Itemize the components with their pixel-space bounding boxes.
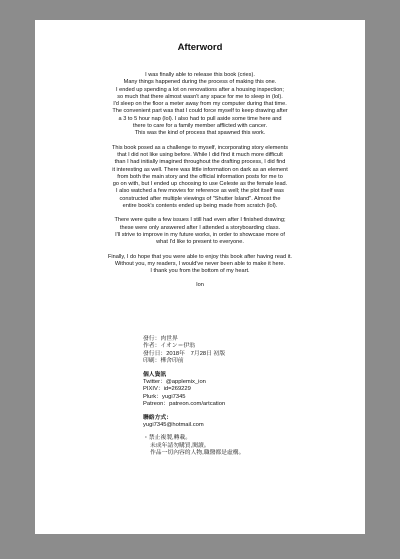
text-line: from both the main story and the official information posts for me to: [117, 173, 283, 180]
notice-line: 作品一切內容的人物,職醫都是虛構。: [150, 450, 245, 457]
text-line: there to care for a family member afflicted with cancer.: [132, 123, 268, 130]
text-line: a 3 to 5 hour nap (lol). I also had to pull aside some time here and: [118, 115, 282, 122]
pixiv-line: PIXIV：id=269229: [143, 386, 191, 393]
text-line: Many things happened during the process of making this one.: [123, 79, 277, 86]
signature: Ion: [196, 282, 204, 289]
notices: [143, 435, 244, 457]
author-line: 作者：イオン＝伊翁: [143, 343, 195, 350]
release-date-line: 發行日：2018年 7月28日 初版: [143, 350, 226, 357]
text-line: entire book's contents ended up being made from scratch (lol).: [122, 203, 278, 210]
text-line: I'd sleep on the floor a meter away from my computer during that time.: [113, 101, 287, 108]
document-page: [35, 20, 365, 534]
paragraph-3: [47, 217, 353, 246]
text-line: I was finally able to release this book (cries).: [145, 72, 255, 78]
text-line: than I had initially imagined throughout the drafting process, I did find: [114, 159, 286, 166]
text-line: that I did not like using before. While I did find it much more difficult: [117, 151, 283, 158]
text-line: go on with, but I ended up choosing to use Celeste as the female lead.: [112, 181, 288, 188]
patreon-line: Patreon：patreon.com/artcation: [143, 401, 226, 408]
text-line: This was the kind of process that spawned this work.: [134, 130, 266, 137]
text-line: There were quite a few issues I still had even after I finished drawing;: [114, 217, 286, 224]
text-line: The convenient part was that I could force myself to keep drawing after: [112, 108, 288, 115]
colophon: [143, 336, 244, 464]
text-line: I'll strive to improve in my future works, in order to showcase more of: [115, 231, 285, 238]
paragraph-2: [47, 145, 353, 211]
contact-heading: 聯絡方式：: [143, 414, 172, 421]
contact-info: [143, 415, 244, 430]
publication-info: [143, 336, 244, 366]
text-line: I ended up spending a lot on renovations after a housing inspection;: [116, 86, 284, 93]
personal-info-heading: 個人資訊: [143, 371, 167, 378]
printer-line: 印刷：樺舍印前: [143, 358, 184, 365]
notice-line: ・禁止複製,轉載。: [143, 435, 191, 442]
text-line: these were only answered after I attended a storyboarding class.: [119, 224, 281, 231]
text-line: I thank you from the bottom of my heart.: [150, 268, 250, 275]
email-line: yugi7345@hotmail.com: [143, 422, 204, 429]
text-line: it interesting as well. There was little information on dark as an element: [112, 166, 288, 173]
text-line: This book posed as a challenge to myself, incorporating story elements: [112, 144, 288, 151]
text-line: Finally, I do hope that you were able to enjoy this book after having read it.: [108, 253, 292, 260]
text-line: so much that there almost wasn't any space for me to sleep in (lol).: [117, 93, 283, 100]
paragraph-1: [47, 72, 353, 138]
publisher-line: 發行：肉世界: [143, 336, 178, 342]
text-line: Without you, my readers, I would've never been able to make it here.: [114, 260, 286, 267]
paragraph-4: [47, 254, 353, 276]
text-line: constructed after multiple viewings of "Shutter Island". Almost the: [119, 195, 281, 202]
notice-line: 未成年請勿購買,閱讀。: [150, 442, 210, 449]
twitter-line: Twitter：@applemix_ion: [143, 379, 206, 386]
page-title: Afterword: [177, 42, 223, 53]
afterword-body: [47, 72, 353, 290]
text-line: I also watched a few movies for reference as well; the plot itself was: [116, 188, 284, 195]
personal-info: [143, 372, 244, 409]
text-line: what I'd like to present to everyone.: [156, 239, 244, 246]
plurk-line: Plurk：yugi7345: [143, 393, 186, 400]
